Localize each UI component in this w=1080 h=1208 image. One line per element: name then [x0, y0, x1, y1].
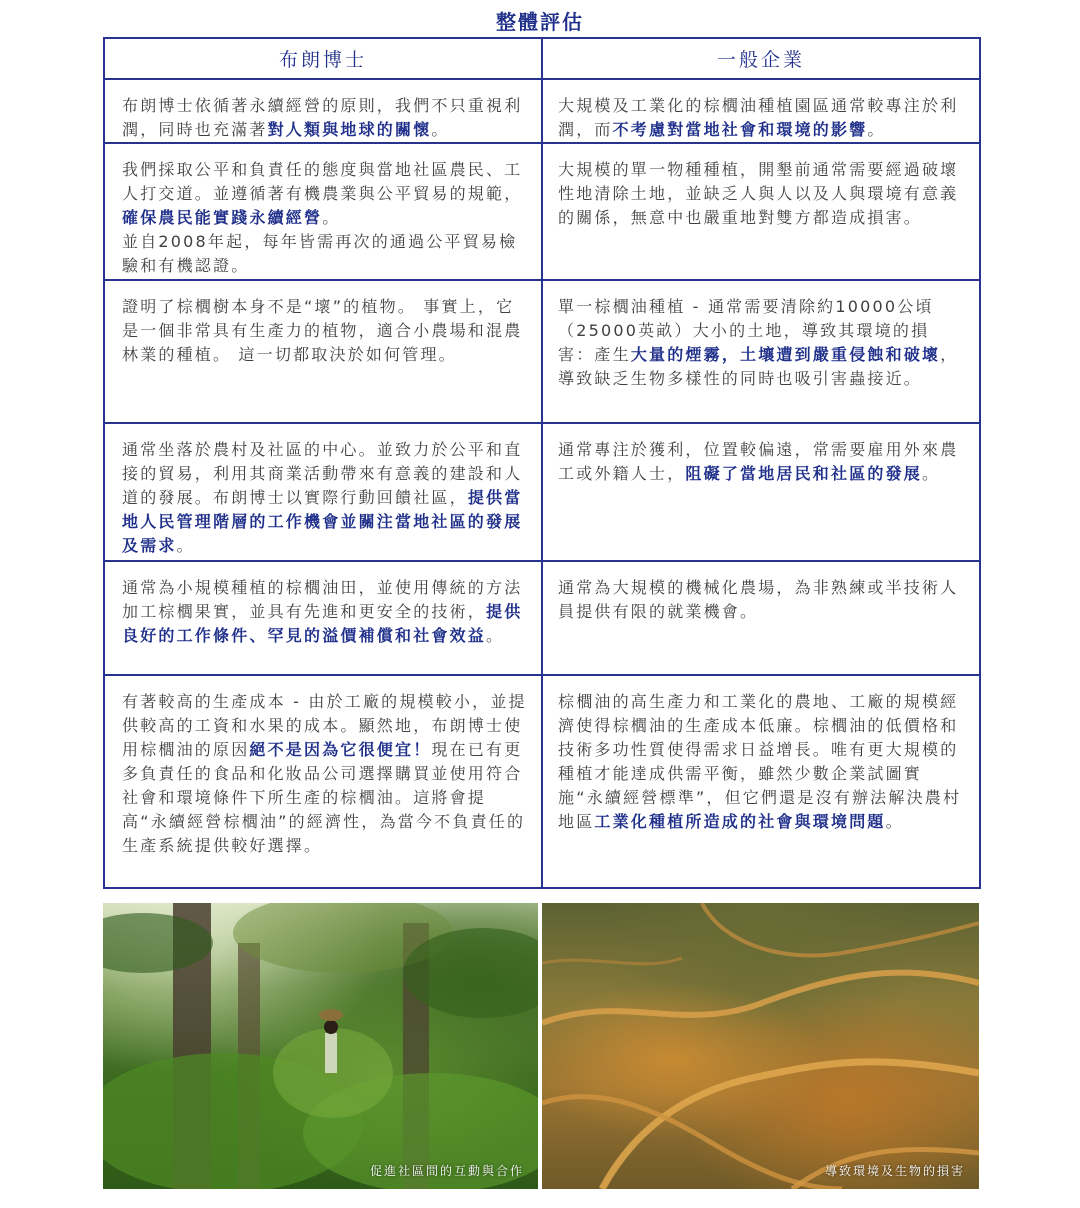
forest-illustration: [103, 903, 538, 1189]
column-header-general-company: 一般企業: [542, 38, 980, 79]
table-cell-left: 有著較高的生產成本 - 由於工廠的規模較小，並提供較高的工資和水果的成本。顯然地，布朗博士使用棕櫚油的原因絕不是因為它很便宜！現在已有更多負責任的食品和化妝品公司選擇購買並使用符合社會和環境條件下所生產的棕櫚油。這將會提高“永續經營棕櫚油”的經濟性，為當今不負責任的生產系統提供較好選擇。: [104, 675, 542, 888]
emphasis-text: 確保農民能實踐永續經營: [122, 208, 323, 227]
photo-caption-right: 導致環境及生物的損害: [824, 1164, 965, 1178]
emphasis-text: 絕不是因為它很便宜！: [249, 740, 432, 759]
table-cell-left: 證明了棕櫚樹本身不是“壞”的植物。 事實上，它是一個非常具有生產力的植物，適合小農場和混農林業的種植。 這一切都取決於如何管理。: [104, 280, 542, 423]
agroforestry-photo: [103, 903, 538, 1189]
table-row: [104, 423, 980, 561]
table-cell-right: 通常為大規模的機械化農場，為非熟練或半技術人員提供有限的就業機會。: [542, 561, 980, 675]
table-row: [104, 143, 980, 280]
emphasis-text: 阻礙了當地居民和社區的發展: [685, 464, 923, 483]
plantation-photo: [542, 903, 979, 1189]
table-cell-left: 我們採取公平和負責任的態度與當地社區農民、工人打交道。並遵循著有機農業與公平貿易的規範，確保農民能實踐永續經營。 並自2008年起，每年皆需再次的通過公平貿易檢驗和有機認證。: [104, 143, 542, 280]
table-cell-left: 通常坐落於農村及社區的中心。並致力於公平和直接的貿易，利用其商業活動帶來有意義的建設和人道的發展。布朗博士以實際行動回饋社區，提供當地人民管理階層的工作機會並關注當地社區的發展及需求。: [104, 423, 542, 561]
photo-caption-left: 促進社區間的互動與合作: [369, 1164, 524, 1178]
table-cell-left: 布朗博士依循著永續經營的原則，我們不只重視利潤，同時也充滿著對人類與地球的關懷。: [104, 79, 542, 143]
table-cell-right: 大規模及工業化的棕櫚油種植園區通常較專注於利潤，而不考慮對當地社會和環境的影響。: [542, 79, 980, 143]
comparison-table: [103, 37, 981, 889]
emphasis-text: 大量的煙霧，土壤遭到嚴重侵蝕和破壞: [630, 345, 941, 364]
table-row: [104, 79, 980, 143]
table-row: [104, 561, 980, 675]
table-cell-right: 通常專注於獲利，位置較偏遠，常需要雇用外來農工或外籍人士，阻礙了當地居民和社區的發展。: [542, 423, 980, 561]
table-row: [104, 280, 980, 423]
table-cell-right: 單一棕櫚油種植 - 通常需要清除約10000公頃（25000英畝）大小的土地，導致其環境的損害：產生大量的煙霧，土壤遭到嚴重侵蝕和破壞，導致缺乏生物多樣性的同時也吸引害蟲接近。: [542, 280, 980, 423]
column-header-dr-bronner: 布朗博士: [104, 38, 542, 79]
emphasis-text: 不考慮對當地社會和環境的影響: [612, 120, 868, 139]
table-row: [104, 675, 980, 888]
emphasis-text: 提供良好的工作條件、罕見的溢價補償和社會效益: [122, 602, 523, 645]
plantation-illustration: [542, 903, 979, 1189]
table-cell-right: 大規模的單一物種種植，開墾前通常需要經過破壞性地清除土地，並缺乏人與人以及人與環境有意義的關係，無意中也嚴重地對雙方都造成損害。: [542, 143, 980, 280]
page-title: 整體評估: [496, 10, 584, 34]
table-cell-left: 通常為小規模種植的棕櫚油田，並使用傳統的方法加工棕櫚果實，並具有先進和更安全的技術，提供良好的工作條件、罕見的溢價補償和社會效益。: [104, 561, 542, 675]
emphasis-text: 工業化種植所造成的社會與環境問題: [594, 812, 886, 831]
emphasis-text: 提供當地人民管理階層的工作機會並關注當地社區的發展及需求: [122, 488, 523, 555]
table-cell-right: 棕櫚油的高生產力和工業化的農地、工廠的規模經濟使得棕櫚油的生產成本低廉。棕櫚油的低價格和技術多功性質使得需求日益增長。唯有更大規模的種植才能達成供需平衡，雖然少數企業試圖實施“永續經營標準”，但它們還是沒有辦法解決農村地區工業化種植所造成的社會與環境問題。: [542, 675, 980, 888]
emphasis-text: 對人類與地球的關懷: [267, 120, 432, 139]
